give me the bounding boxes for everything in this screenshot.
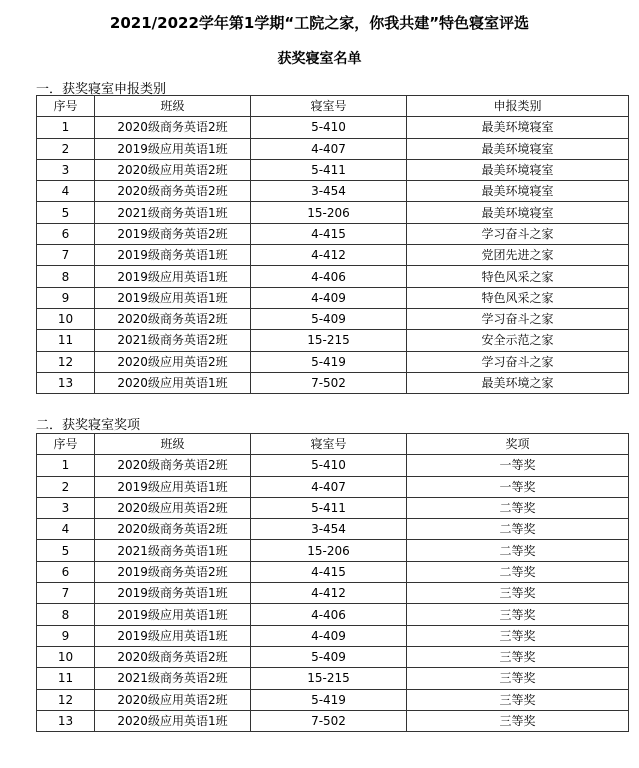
cell-index: 1	[37, 117, 95, 138]
cell-dorm: 4-415	[251, 223, 407, 244]
cell-value: 特色风采之家	[407, 287, 629, 308]
table-row	[37, 604, 629, 625]
table-row	[37, 455, 629, 476]
section-2-title: 二．获奖寝室奖项	[36, 418, 141, 433]
cell-index: 4	[37, 181, 95, 202]
table-row	[37, 308, 629, 329]
header-index: 序号	[37, 96, 95, 117]
cell-class: 2020级应用英语2班	[95, 351, 251, 372]
cell-dorm: 5-410	[251, 117, 407, 138]
cell-value: 特色风采之家	[407, 266, 629, 287]
cell-class: 2021级商务英语2班	[95, 330, 251, 351]
cell-index: 13	[37, 372, 95, 393]
cell-class: 2020级应用英语2班	[95, 497, 251, 518]
table-row	[37, 223, 629, 244]
table-row	[37, 540, 629, 561]
table-row	[37, 202, 629, 223]
cell-dorm: 4-407	[251, 138, 407, 159]
cell-value: 三等奖	[407, 710, 629, 731]
table-row	[37, 159, 629, 180]
cell-value: 三等奖	[407, 646, 629, 667]
cell-dorm: 15-215	[251, 668, 407, 689]
cell-value: 一等奖	[407, 476, 629, 497]
cell-value: 三等奖	[407, 583, 629, 604]
cell-value: 二等奖	[407, 519, 629, 540]
cell-value: 最美环境之家	[407, 372, 629, 393]
cell-value: 二等奖	[407, 561, 629, 582]
cell-class: 2019级应用英语1班	[95, 287, 251, 308]
award-level-table	[36, 433, 629, 732]
cell-class: 2019级应用英语1班	[95, 138, 251, 159]
cell-value: 最美环境寝室	[407, 117, 629, 138]
cell-dorm: 5-419	[251, 689, 407, 710]
cell-dorm: 5-410	[251, 455, 407, 476]
cell-class: 2020级应用英语1班	[95, 372, 251, 393]
cell-value: 二等奖	[407, 540, 629, 561]
cell-class: 2021级商务英语2班	[95, 668, 251, 689]
cell-dorm: 7-502	[251, 710, 407, 731]
cell-value: 三等奖	[407, 668, 629, 689]
cell-index: 6	[37, 561, 95, 582]
cell-value: 最美环境寝室	[407, 202, 629, 223]
header-dorm: 寝室号	[251, 96, 407, 117]
cell-class: 2020级应用英语2班	[95, 159, 251, 180]
cell-index: 7	[37, 245, 95, 266]
cell-value: 一等奖	[407, 455, 629, 476]
table-row	[37, 497, 629, 518]
document-title: 2021/2022学年第1学期“工院之家，你我共建”特色寝室评选	[109, 14, 530, 32]
cell-dorm: 4-415	[251, 561, 407, 582]
cell-dorm: 15-206	[251, 540, 407, 561]
cell-index: 3	[37, 159, 95, 180]
table-row	[37, 351, 629, 372]
cell-index: 5	[37, 540, 95, 561]
cell-value: 最美环境寝室	[407, 159, 629, 180]
cell-class: 2021级商务英语1班	[95, 540, 251, 561]
table-row	[37, 245, 629, 266]
cell-value: 最美环境寝室	[407, 138, 629, 159]
cell-class: 2019级商务英语1班	[95, 583, 251, 604]
table-body	[37, 455, 629, 732]
table-header	[37, 434, 629, 455]
table-body	[37, 117, 629, 394]
cell-index: 3	[37, 497, 95, 518]
cell-class: 2021级商务英语1班	[95, 202, 251, 223]
cell-class: 2019级商务英语2班	[95, 223, 251, 244]
cell-dorm: 3-454	[251, 519, 407, 540]
header-class: 班级	[95, 434, 251, 455]
cell-value: 安全示范之家	[407, 330, 629, 351]
cell-class: 2019级商务英语1班	[95, 245, 251, 266]
cell-class: 2020级商务英语2班	[95, 117, 251, 138]
table-row	[37, 668, 629, 689]
cell-index: 6	[37, 223, 95, 244]
table-row	[37, 710, 629, 731]
cell-class: 2020级商务英语2班	[95, 646, 251, 667]
cell-dorm: 4-412	[251, 583, 407, 604]
table-row	[37, 266, 629, 287]
cell-class: 2020级应用英语1班	[95, 710, 251, 731]
cell-dorm: 5-411	[251, 159, 407, 180]
table-row	[37, 625, 629, 646]
cell-index: 2	[37, 476, 95, 497]
header-award: 奖项	[407, 434, 629, 455]
cell-class: 2020级商务英语2班	[95, 308, 251, 329]
cell-dorm: 7-502	[251, 372, 407, 393]
award-category-table	[36, 95, 629, 394]
table-row	[37, 330, 629, 351]
cell-dorm: 4-407	[251, 476, 407, 497]
cell-class: 2019级应用英语1班	[95, 476, 251, 497]
table-header	[37, 96, 629, 117]
cell-index: 11	[37, 330, 95, 351]
cell-value: 最美环境寝室	[407, 181, 629, 202]
cell-dorm: 4-406	[251, 266, 407, 287]
cell-index: 11	[37, 668, 95, 689]
cell-class: 2020级应用英语2班	[95, 689, 251, 710]
cell-index: 9	[37, 625, 95, 646]
table-row	[37, 372, 629, 393]
table-row	[37, 117, 629, 138]
cell-class: 2019级商务英语2班	[95, 561, 251, 582]
section-1-title: 一．获奖寝室申报类别	[36, 82, 167, 97]
cell-value: 二等奖	[407, 497, 629, 518]
table-row	[37, 519, 629, 540]
document-subtitle: 获奖寝室名单	[277, 51, 362, 67]
cell-value: 党团先进之家	[407, 245, 629, 266]
cell-dorm: 15-215	[251, 330, 407, 351]
table-row	[37, 476, 629, 497]
cell-value: 学习奋斗之家	[407, 308, 629, 329]
cell-dorm: 3-454	[251, 181, 407, 202]
cell-class: 2019级应用英语1班	[95, 625, 251, 646]
table-row	[37, 583, 629, 604]
cell-value: 三等奖	[407, 625, 629, 646]
cell-value: 三等奖	[407, 689, 629, 710]
cell-dorm: 15-206	[251, 202, 407, 223]
header-category: 申报类别	[407, 96, 629, 117]
table-row	[37, 646, 629, 667]
cell-index: 13	[37, 710, 95, 731]
cell-value: 三等奖	[407, 604, 629, 625]
cell-value: 学习奋斗之家	[407, 223, 629, 244]
cell-value: 学习奋斗之家	[407, 351, 629, 372]
cell-index: 8	[37, 604, 95, 625]
table-row	[37, 181, 629, 202]
cell-class: 2019级应用英语1班	[95, 604, 251, 625]
table-row	[37, 287, 629, 308]
cell-dorm: 5-409	[251, 308, 407, 329]
cell-dorm: 4-406	[251, 604, 407, 625]
cell-index: 10	[37, 308, 95, 329]
cell-dorm: 5-411	[251, 497, 407, 518]
header-class: 班级	[95, 96, 251, 117]
cell-index: 1	[37, 455, 95, 476]
cell-class: 2020级商务英语2班	[95, 455, 251, 476]
table-row	[37, 138, 629, 159]
cell-dorm: 4-409	[251, 287, 407, 308]
cell-index: 12	[37, 689, 95, 710]
cell-class: 2019级应用英语1班	[95, 266, 251, 287]
cell-class: 2020级商务英语2班	[95, 181, 251, 202]
cell-index: 5	[37, 202, 95, 223]
header-index: 序号	[37, 434, 95, 455]
cell-dorm: 5-419	[251, 351, 407, 372]
cell-class: 2020级商务英语2班	[95, 519, 251, 540]
table-row	[37, 689, 629, 710]
table-row	[37, 561, 629, 582]
cell-index: 8	[37, 266, 95, 287]
cell-index: 9	[37, 287, 95, 308]
cell-index: 4	[37, 519, 95, 540]
cell-index: 12	[37, 351, 95, 372]
header-dorm: 寝室号	[251, 434, 407, 455]
cell-dorm: 5-409	[251, 646, 407, 667]
cell-index: 7	[37, 583, 95, 604]
cell-index: 2	[37, 138, 95, 159]
cell-dorm: 4-412	[251, 245, 407, 266]
cell-dorm: 4-409	[251, 625, 407, 646]
cell-index: 10	[37, 646, 95, 667]
